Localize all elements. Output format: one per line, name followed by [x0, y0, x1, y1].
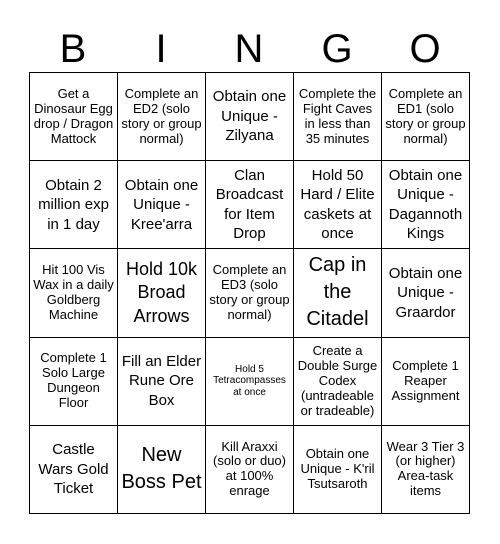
bingo-cell[interactable]: Complete an ED1 (solo story or group normal)	[382, 73, 470, 161]
bingo-cell[interactable]: Fill an Elder Rune Ore Box	[118, 337, 206, 425]
bingo-cell[interactable]: Obtain one Unique - Kree'arra	[118, 161, 206, 249]
header-letter-o: O	[409, 27, 441, 71]
bingo-cell[interactable]: Hold 50 Hard / Elite caskets at once	[294, 161, 382, 249]
bingo-cell[interactable]: Complete 1 Solo Large Dungeon Floor	[30, 337, 118, 425]
bingo-cell[interactable]: Clan Broadcast for Item Drop	[206, 161, 294, 249]
bingo-board	[29, 72, 470, 514]
bingo-header	[29, 24, 469, 74]
bingo-cell[interactable]: Hit 100 Vis Wax in a daily Goldberg Machine	[30, 249, 118, 337]
bingo-cell[interactable]: Complete an ED2 (solo story or group normal)	[118, 73, 206, 161]
board-row	[30, 425, 470, 513]
header-letter-b: B	[59, 27, 87, 71]
board-row	[30, 161, 470, 249]
bingo-cell[interactable]: Obtain one Unique - Zilyana	[206, 73, 294, 161]
bingo-cell[interactable]: Create a Double Surge Codex (untradeable or tradeable)	[294, 337, 382, 425]
bingo-cell[interactable]: Complete 1 Reaper Assignment	[382, 337, 470, 425]
board-row	[30, 337, 470, 425]
bingo-cell[interactable]: Hold 10k Broad Arrows	[118, 249, 206, 337]
bingo-cell[interactable]: Complete the Fight Caves in less than 35 minutes	[294, 73, 382, 161]
bingo-cell[interactable]: Obtain 2 million exp in 1 day	[30, 161, 118, 249]
bingo-cell[interactable]: Hold 5 Tetracompasses at once	[206, 337, 294, 425]
bingo-cell[interactable]: Get a Dinosaur Egg drop / Dragon Mattock	[30, 73, 118, 161]
header-letter-n: N	[234, 27, 264, 71]
bingo-cell[interactable]: Obtain one Unique - K'ril Tsutsaroth	[294, 425, 382, 513]
bingo-cell[interactable]: Complete an ED3 (solo story or group normal)	[206, 249, 294, 337]
bingo-cell[interactable]: New Boss Pet	[118, 425, 206, 513]
header-letter-g: G	[321, 27, 353, 71]
bingo-cell[interactable]: Cap in the Citadel	[294, 249, 382, 337]
bingo-cell[interactable]: Wear 3 Tier 3 (or higher) Area-task items	[382, 425, 470, 513]
bingo-cell[interactable]: Castle Wars Gold Ticket	[30, 425, 118, 513]
board-row	[30, 249, 470, 337]
board-row	[30, 73, 470, 161]
bingo-cell[interactable]: Obtain one Unique - Dagannoth Kings	[382, 161, 470, 249]
bingo-cell[interactable]: Obtain one Unique - Graardor	[382, 249, 470, 337]
header-letter-i: I	[155, 27, 167, 71]
bingo-cell[interactable]: Kill Araxxi (solo or duo) at 100% enrage	[206, 425, 294, 513]
